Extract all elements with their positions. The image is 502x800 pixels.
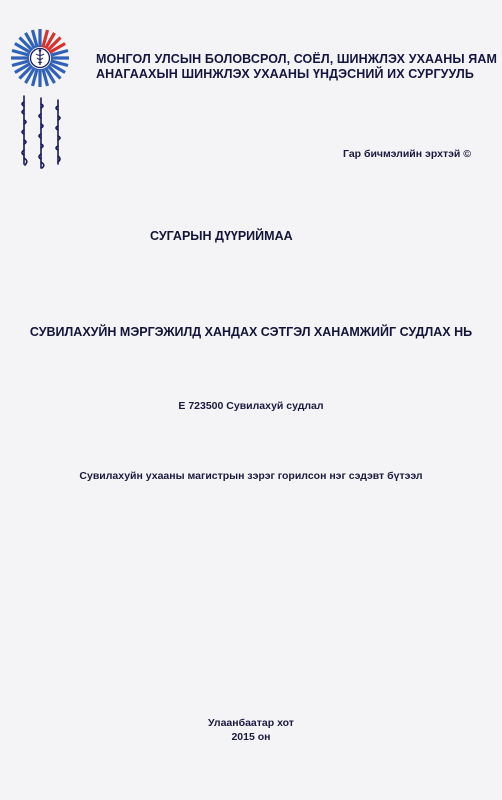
degree-statement: Сувилахуйн ухааны магистрын зэрэг горилсон нэг сэдэвт бүтээл: [79, 470, 423, 482]
mongolian-script-logo-text: [10, 94, 72, 172]
place-and-year: [0, 716, 502, 744]
year: 2015 он: [231, 731, 271, 743]
city: Улаанбаатар хот: [208, 717, 294, 729]
thesis-title: СУВИЛАХУЙН МЭРГЭЖИЛД ХАНДАХ СЭТГЭЛ ХАНАМЖИЙГ СУДЛАХ НЬ: [29, 325, 473, 339]
university-name: АНАГААХЫН ШИНЖЛЭХ УХААНЫ ҮНДЭСНИЙ ИХ СУРГУУЛЬ: [96, 67, 474, 81]
specialty-code: Е 723500 Сувилахуй судлал: [178, 400, 324, 412]
ministry-name: МОНГОЛ УЛСЫН БОЛОВСРОЛ, СОЁЛ, ШИНЖЛЭХ УХААНЫ ЯАМ: [96, 52, 498, 66]
copyright-notice: Гар бичмэлийн эрхтэй ©: [343, 148, 471, 160]
author-name: СУГАРЫН ДҮҮРИЙМАА: [150, 229, 293, 243]
institution-header: [96, 52, 496, 82]
university-emblem-icon: [8, 26, 72, 90]
